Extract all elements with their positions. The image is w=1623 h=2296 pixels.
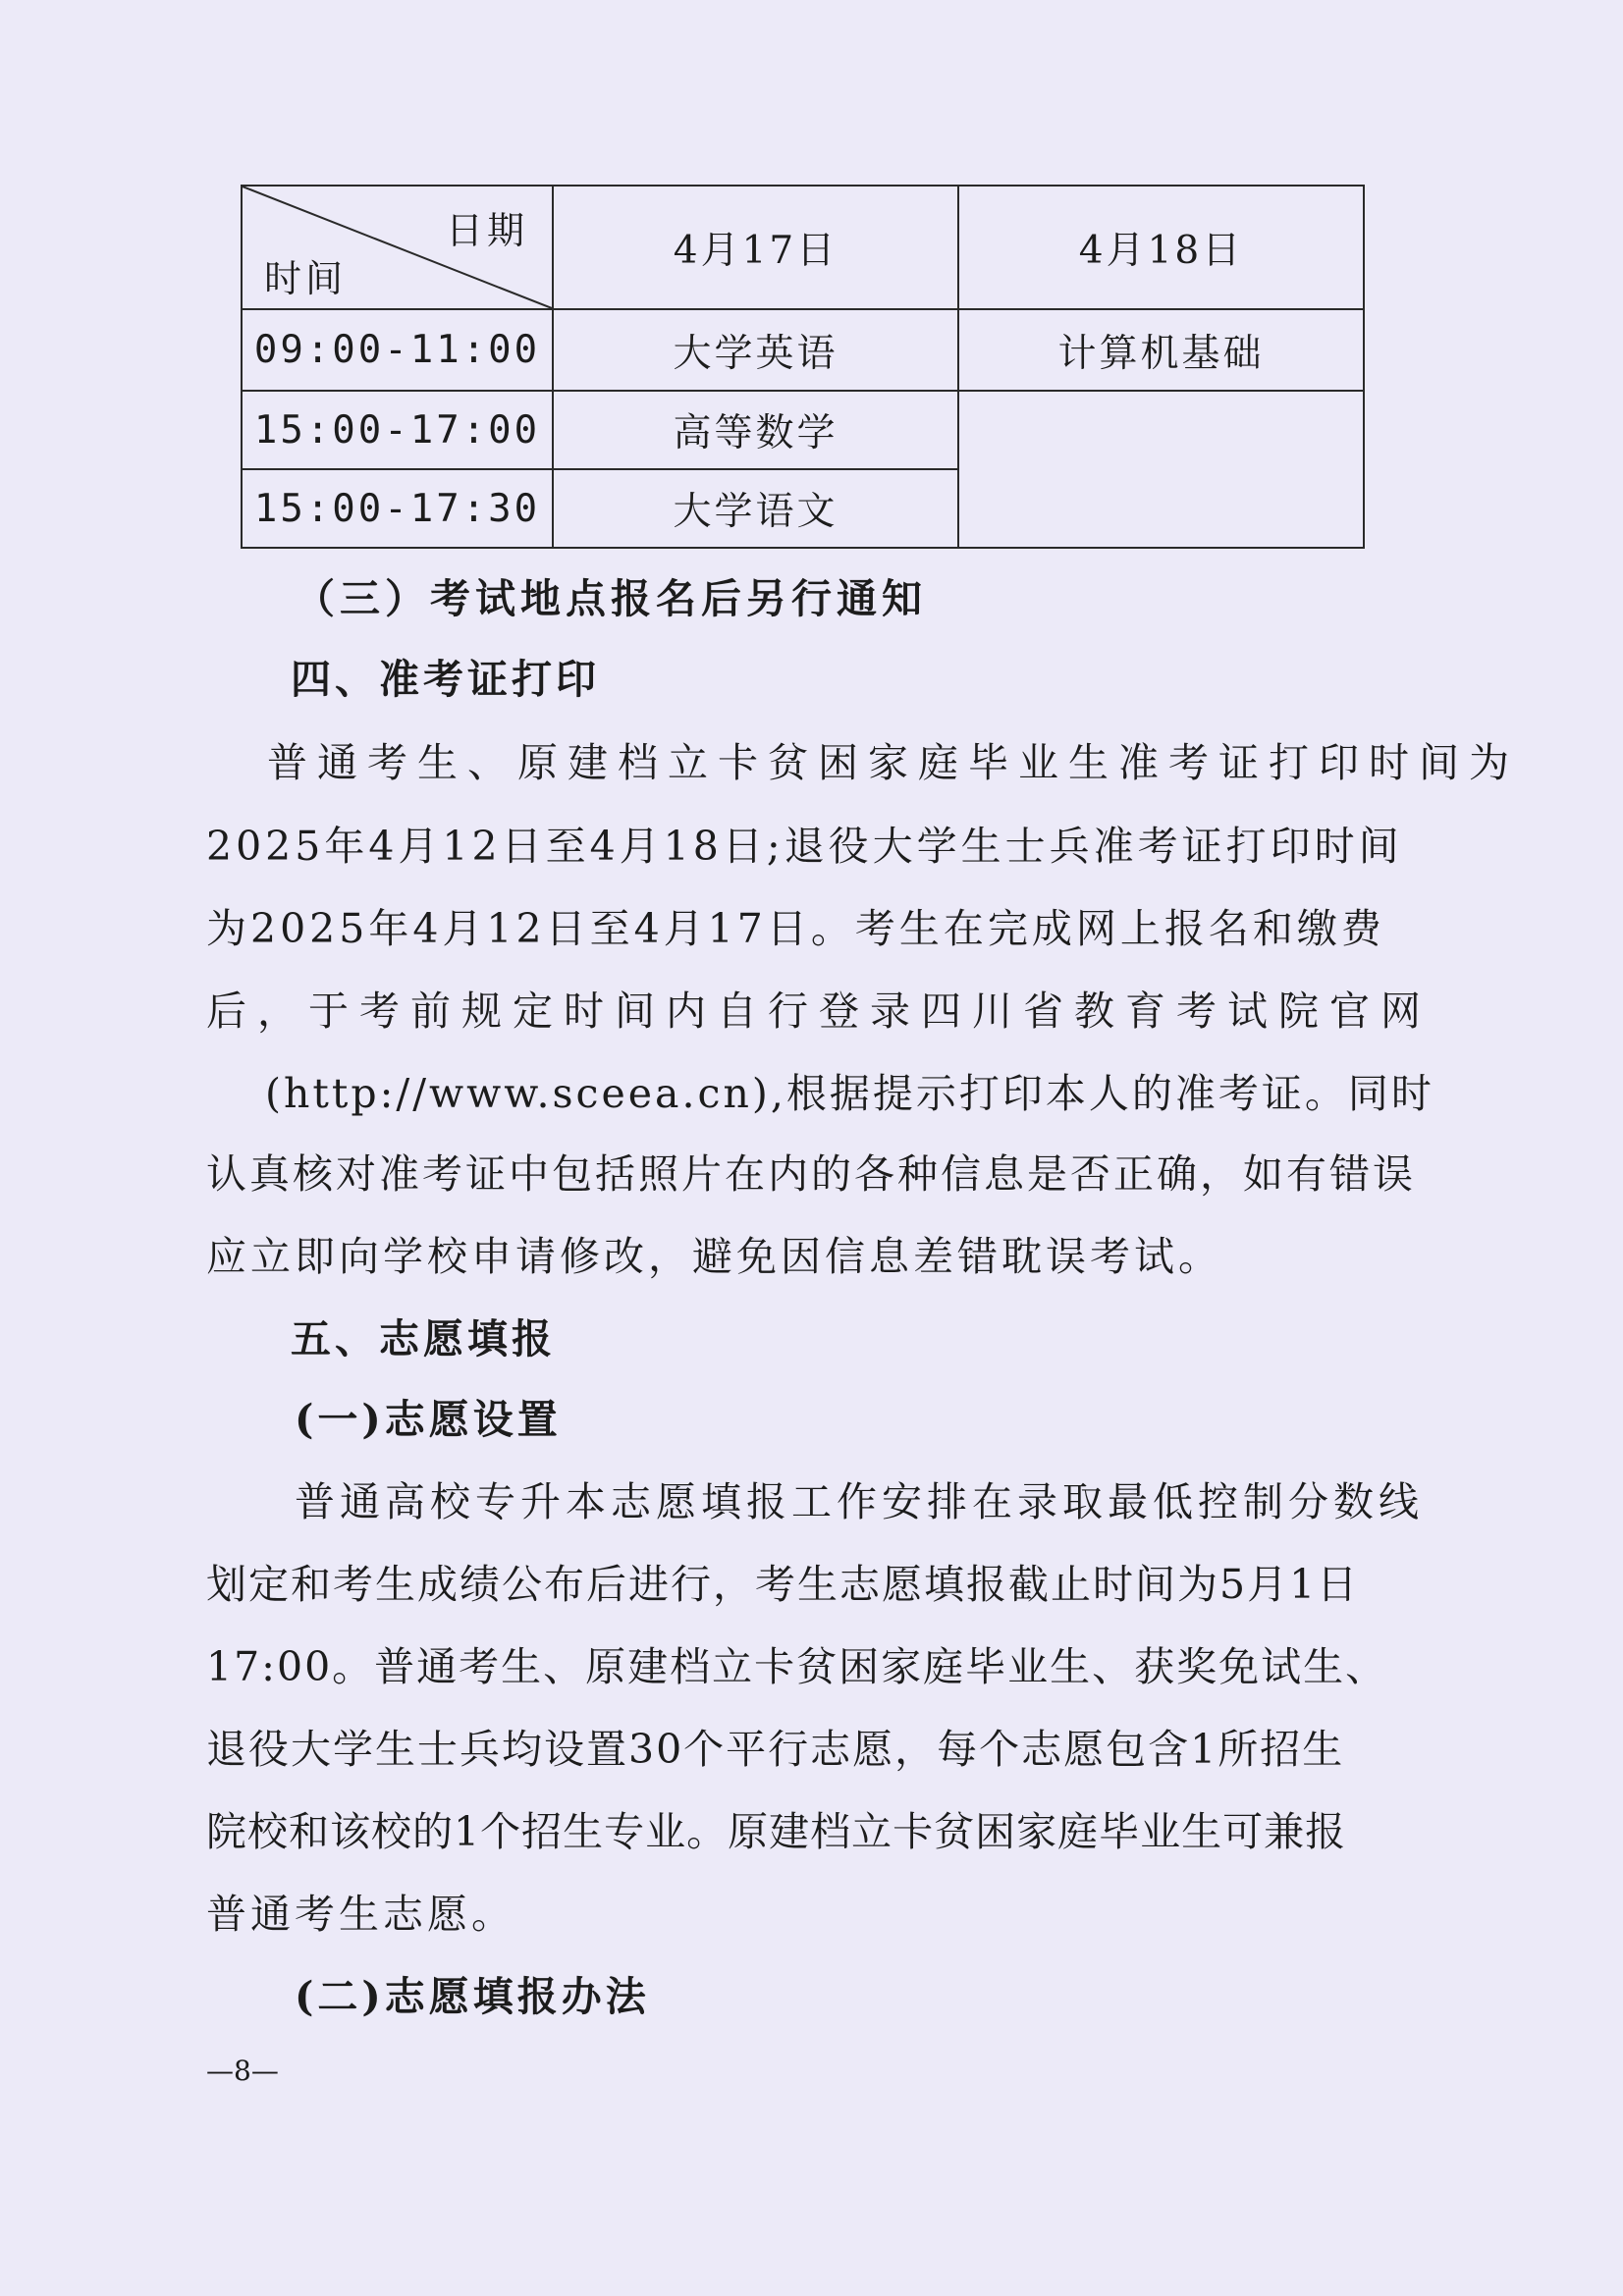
section-3-3-heading: （三）考试地点报名后另行通知 — [295, 575, 927, 622]
paragraph-line: 划定和考生成绩公布后进行，考生志愿填报截止时间为5月1日 — [206, 1561, 1360, 1608]
time-slot: 15:00-17:30 — [242, 469, 553, 548]
header-date-2: 4月18日 — [958, 186, 1364, 309]
paragraph-line: 后，于考前规定时间内自行登录四川省教育考试院官网 — [206, 988, 1432, 1035]
exam-subject: 大学语文 — [553, 469, 958, 548]
header-date-label: 日期 — [445, 209, 528, 252]
exam-subject: 高等数学 — [553, 391, 958, 469]
header-date-1: 4月17日 — [553, 186, 958, 309]
exam-schedule-table — [241, 185, 1365, 549]
paragraph-line: (http://www.sceea.cn),根据提示打印本人的准考证。同时 — [265, 1070, 1434, 1117]
paragraph-line: 院校和该校的1个招生专业。原建档立卡贫困家庭毕业生可兼报 — [206, 1808, 1347, 1855]
paragraph-line: 2025年4月12日至4月18日;退役大学生士兵准考证打印时间 — [206, 823, 1403, 870]
page-number: —8— — [206, 2055, 279, 2087]
paragraph-line: 为2025年4月12日至4月17日。考生在完成网上报名和缴费 — [206, 905, 1385, 952]
section-4-heading: 四、准考证打印 — [291, 656, 600, 703]
paragraph-line: 17:00。普通考生、原建档立卡贫困家庭毕业生、获奖免试生、 — [206, 1643, 1388, 1690]
empty-cell — [958, 391, 1364, 548]
paragraph-line: 普通考生志愿。 — [206, 1891, 515, 1938]
table-header-row — [242, 186, 1364, 309]
exam-subject: 计算机基础 — [958, 309, 1364, 391]
section-5-1-heading: (一)志愿设置 — [295, 1396, 562, 1443]
exam-subject: 大学英语 — [553, 309, 958, 391]
header-time-label: 时间 — [264, 257, 348, 300]
paragraph-line: 认真核对准考证中包括照片在内的各种信息是否正确，如有错误 — [206, 1150, 1416, 1198]
paragraph-line: 普通高校专升本志愿填报工作安排在录取最低控制分数线 — [295, 1478, 1424, 1525]
paragraph-line: 普通考生、原建档立卡贫困家庭毕业生准考证打印时间为 — [267, 739, 1519, 786]
diagonal-header-cell — [242, 186, 553, 309]
section-5-2-heading: (二)志愿填报办法 — [295, 1973, 650, 2020]
time-slot: 09:00-11:00 — [242, 309, 553, 391]
paragraph-line: 退役大学生士兵均设置30个平行志愿，每个志愿包含1所招生 — [206, 1726, 1345, 1773]
table-row — [242, 391, 1364, 469]
table-row — [242, 309, 1364, 391]
paragraph-line: 应立即向学校申请修改，避免因信息差错耽误考试。 — [206, 1233, 1222, 1280]
section-5-heading: 五、志愿填报 — [291, 1315, 556, 1362]
time-slot: 15:00-17:00 — [242, 391, 553, 469]
